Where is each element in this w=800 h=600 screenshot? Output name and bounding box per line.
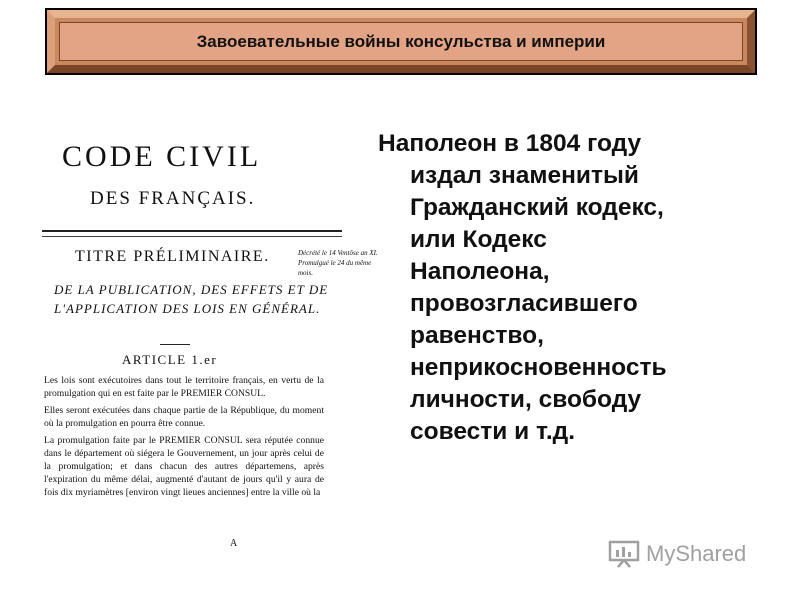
main-text-line: Гражданский кодекс,: [410, 194, 664, 221]
doc-paragraph: Les lois sont exécutoires dans tout le territoire français, en vertu de la promulgation qui en est faite par le PREMIER CONSUL.: [44, 375, 324, 399]
slide-title: Завоевательные войны консульства и империи: [196, 31, 606, 51]
main-text-line: издал знаменитый: [410, 162, 639, 189]
main-text-line: личности, свободу: [410, 386, 642, 413]
watermark-text: MyShared: [646, 541, 747, 566]
doc-paragraph: Elles seront exécutées dans chaque partie de la République, du moment où la promulgation en pourra être connue.: [44, 405, 324, 429]
main-text-line: равенство,: [410, 322, 544, 349]
doc-divider: [42, 230, 342, 232]
doc-section-title: TITRE PRÉLIMINAIRE.: [75, 248, 270, 265]
doc-title-line1: CODE CIVIL: [62, 140, 262, 173]
doc-short-rule: [160, 344, 190, 345]
doc-body: [44, 374, 324, 503]
watermark: [608, 538, 746, 570]
main-text-line: или Кодекс: [410, 226, 547, 253]
doc-subtitle: DE LA PUBLICATION, DES EFFETS ET DE L'APPLICATION DES LOIS EN GÉNÉRAL.: [54, 282, 329, 316]
doc-article-heading: ARTICLE 1.er: [122, 352, 218, 367]
main-text-line: совести и т.д.: [410, 418, 576, 445]
main-text: [378, 128, 758, 448]
doc-divider-thin: [42, 236, 342, 237]
main-text-line: провозгласившего: [410, 290, 638, 317]
doc-footer-mark: A: [230, 538, 238, 549]
main-text-line: Наполеон в 1804 году: [378, 130, 642, 157]
main-text-line: неприкосновенность: [410, 354, 667, 381]
banner-inner: [59, 22, 743, 61]
doc-paragraph: La promulgation faite par le PREMIER CONSUL sera réputée connue dans le département où siégera le Gouvernement, un jour après celui de la promulgation; et dans chacun des autres départemens, après l'expiration du même délai, augmenté d'autant de jours qu'il y aura de fois dix myriamètres [environ vingt lieues anciennes] entre la ville où la: [44, 435, 324, 498]
main-text-line: Наполеона,: [410, 258, 550, 285]
presentation-board-icon: [608, 540, 640, 568]
code-civil-scan: [30, 130, 378, 560]
doc-side-note: Décrété le 14 Ventôse an XI. Promulgué le 24 du même mois.: [298, 249, 378, 277]
doc-title-line2: DES FRANÇAIS.: [90, 188, 256, 209]
title-banner: [45, 8, 757, 75]
